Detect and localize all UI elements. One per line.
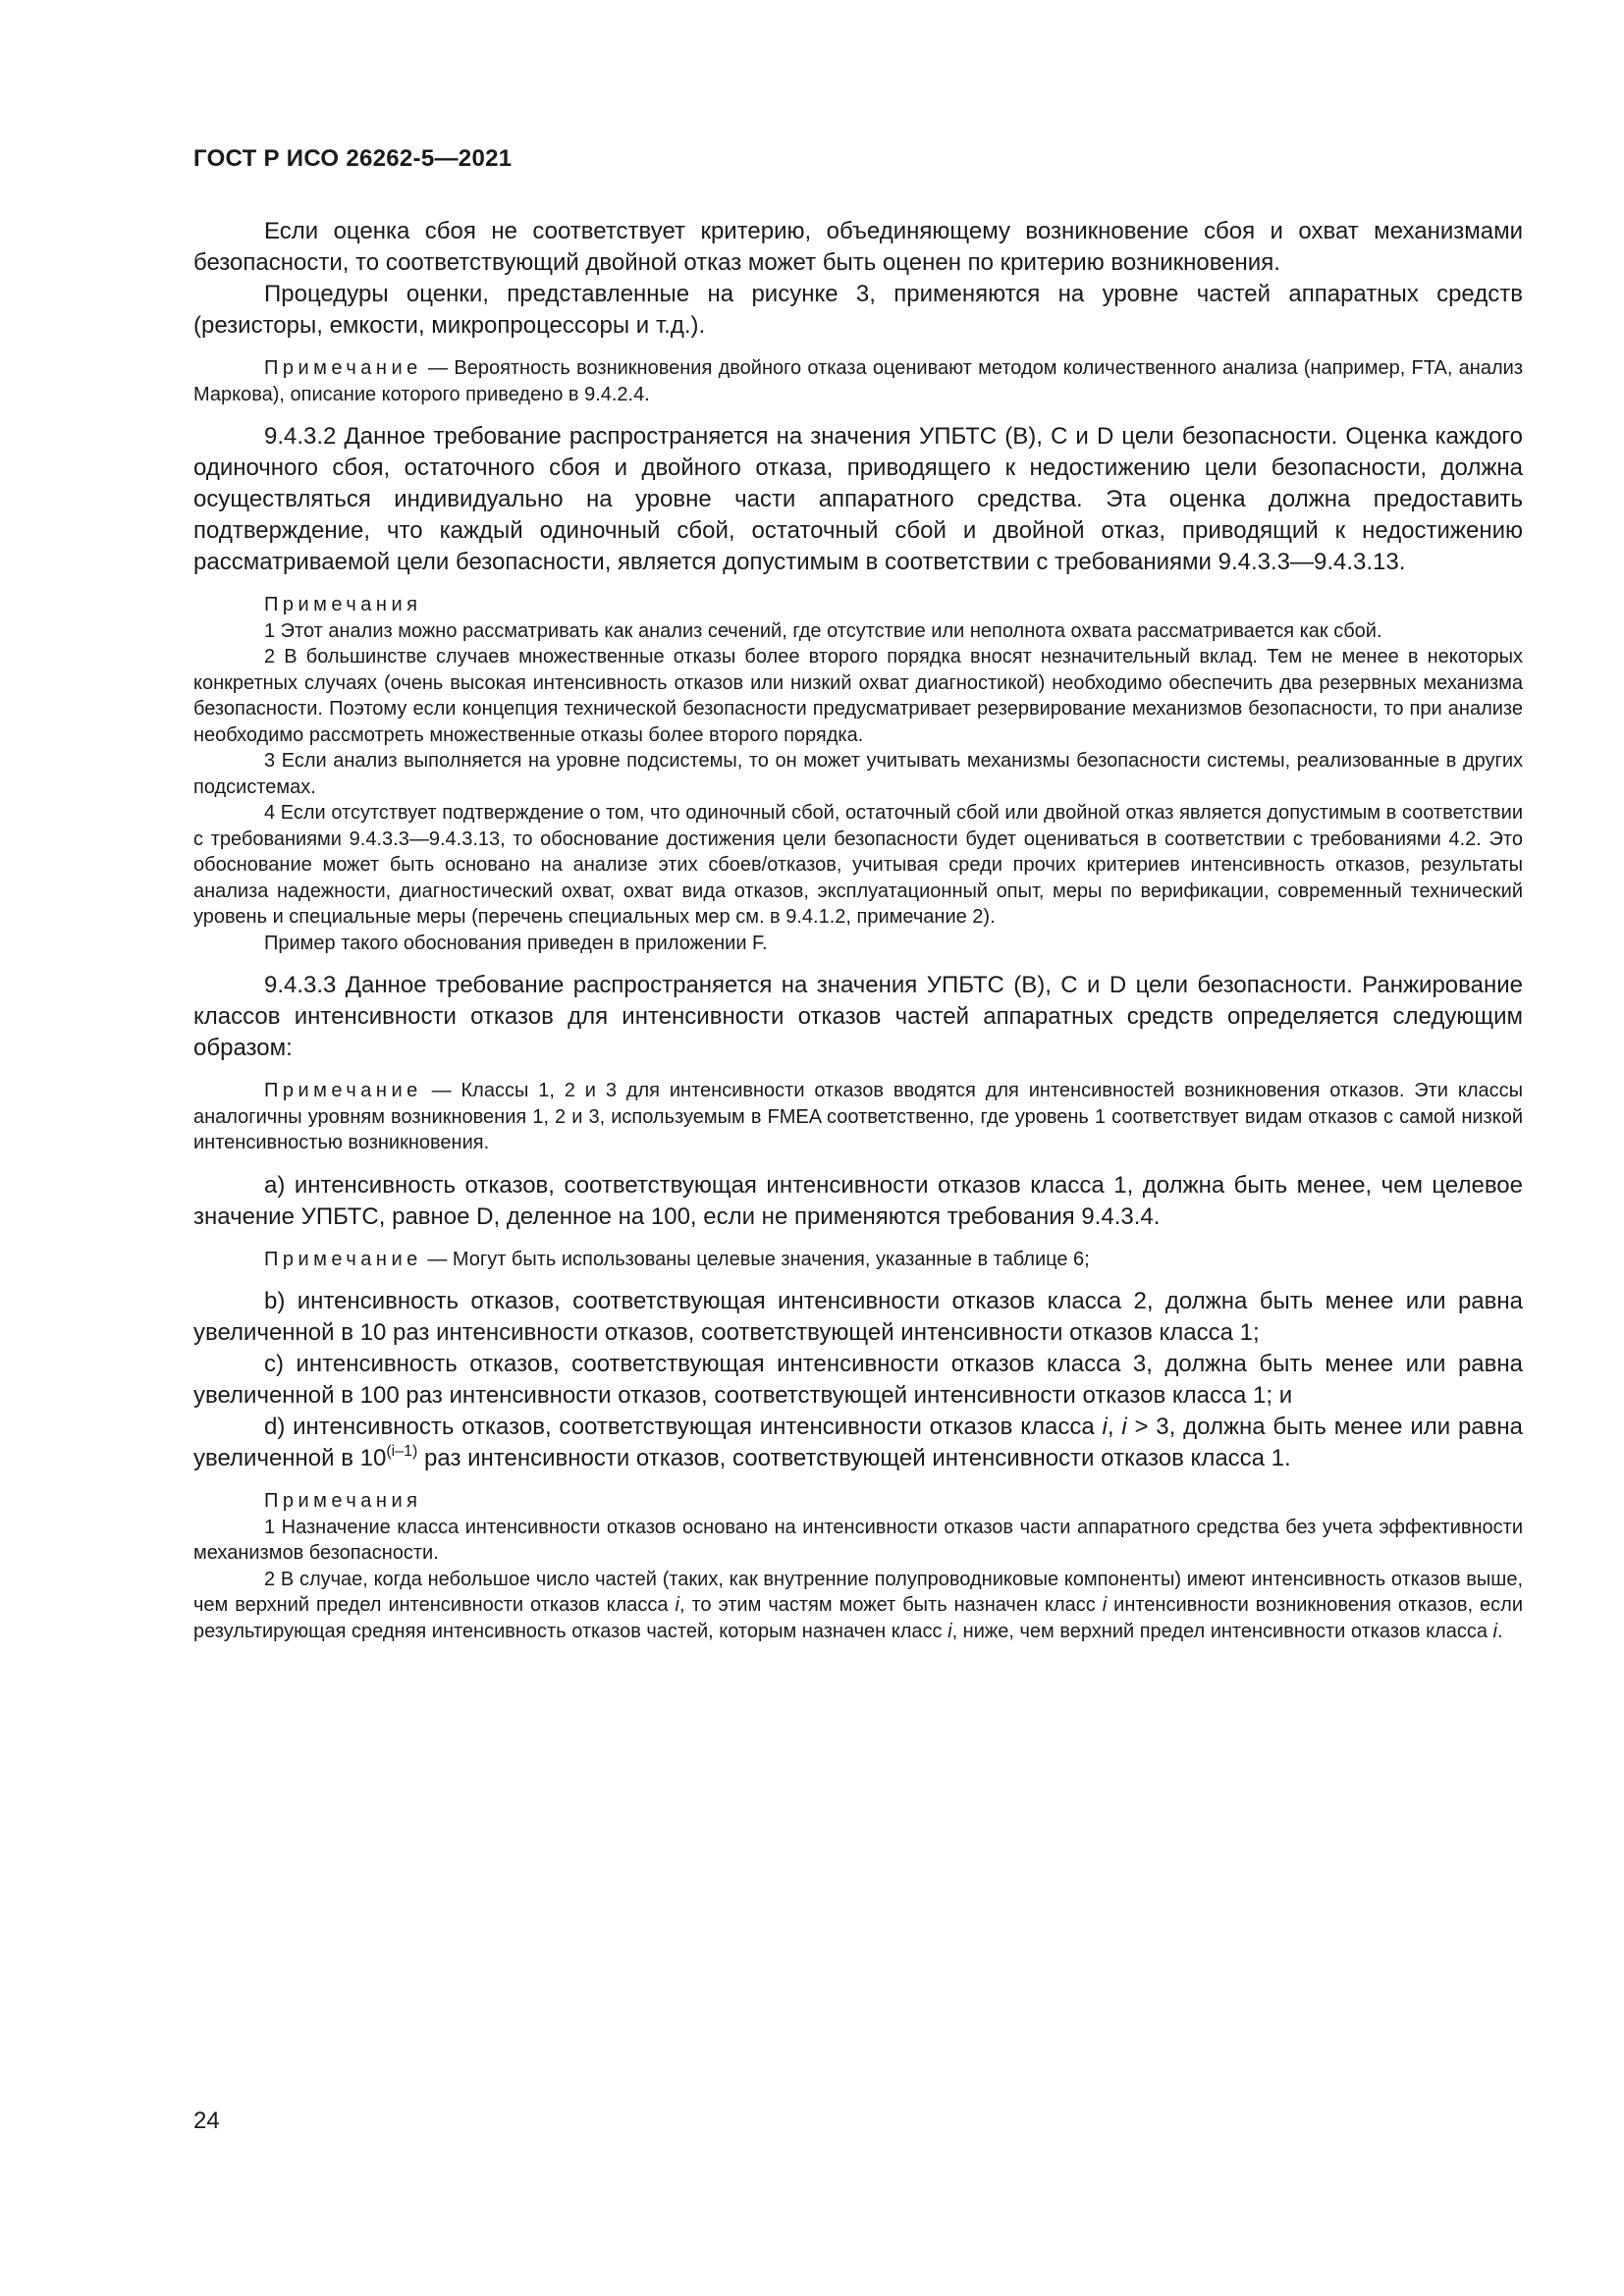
note-item: 3 Если анализ выполняется на уровне подсистемы, то он может учитывать механизмы безопасности системы, реализованные в других подсистемах.	[193, 750, 1523, 798]
notes-title: Примечания	[264, 1490, 422, 1512]
note-text: Классы 1, 2 и 3 для интенсивности отказов вводятся для интенсивностей возникновения отказов. Эти классы аналогичны уровням возникновения 1, 2 и 3, используемым в FMEA соответственно, где уровень 1 соответствует видам отказов с самой низкой интенсивностью возникновения.	[193, 1080, 1523, 1153]
note-item: 2 В случае, когда небольшое число частей (таких, как внутренние полупроводниковые компоненты) имеют интенсивность отказов выше, чем верхний предел интенсивности отказов класса i, то этим частям может быть назначен класс i интенсивности возникновения отказов, если результирующая средняя интенсивность отказов частей, которым назначен класс i, ниже, чем верхний предел интенсивности отказов класса i.	[193, 1568, 1523, 1642]
document-page	[193, 147, 1523, 1644]
note-item: 1 Этот анализ можно рассматривать как анализ сечений, где отсутствие или неполнота охвата рассматривается как сбой.	[264, 619, 1382, 642]
note	[193, 1078, 1523, 1156]
note-item: 2 В большинстве случаев множественные отказы более второго порядка вносят незначительный вклад. Тем не менее в некоторых конкретных случаях (очень высокая интенсивность отказов или низкий охват диагностикой) необходимо обеспечить два резервных механизма безопасности. Поэтому если концепция технической безопасности предусматривает резервирование механизмов безопасности, то при анализе необходимо рассмотреть множественные отказы более второго порядка.	[193, 646, 1523, 746]
list-item-a: a) интенсивность отказов, соответствующая интенсивности отказов класса 1, должна быть менее, чем целевое значение УПБТС, равное D, деленное на 100, если не применяются требования 9.4.3.4.	[193, 1171, 1523, 1230]
note-text: Вероятность возникновения двойного отказа оценивают методом количественного анализа (например, FTA, анализ Маркова), описание которого приведено в 9.4.2.4.	[193, 357, 1523, 405]
list-item-c: c) интенсивность отказов, соответствующая интенсивности отказов класса 3, должна быть менее или равна увеличенной в 100 раз интенсивности отказов, соответствующей интенсивности отказов класса 1; и	[193, 1351, 1523, 1409]
note-item: Пример такого обоснования приведен в приложении F.	[264, 932, 768, 954]
clause-9-4-3-2: 9.4.3.2 Данное требование распространяется на значения УПБТС (B), С и D цели безопасности. Оценка каждого одиночного сбоя, остаточного сбоя и двойного отказа, приводящего к недостижению цели безопасности, должна осуществляться индивидуально на уровне части аппаратного средства. Эта оценка должна предоставить подтверждение, что каждый одиночный сбой, остаточный сбой и двойной отказ, приводящий к недостижению рассматриваемой цели безопасности, является допустимым в соответствии с требованиями 9.4.3.3—9.4.3.13.	[193, 423, 1523, 575]
exponent: (i–1)	[386, 1443, 418, 1460]
page-number: 24	[193, 2108, 220, 2134]
note	[193, 355, 1523, 407]
clause-9-4-3-3: 9.4.3.3 Данное требование распространяется на значения УПБТС (B), С и D цели безопасности. Ранжирование классов интенсивности отказов для интенсивности отказов частей аппаратных средств определяется следующим образом:	[193, 972, 1523, 1061]
note-dash: —	[421, 357, 455, 379]
paragraph: Если оценка сбоя не соответствует критерию, объединяющему возникновение сбоя и охват механизмами безопасности, то соответствующий двойной отказ может быть оценен по критерию возникновения.	[193, 218, 1523, 276]
note-item: 1 Назначение класса интенсивности отказов основано на интенсивности отказов части аппаратного средства без учета эффективности механизмов безопасности.	[193, 1516, 1523, 1564]
note-text: Могут быть использованы целевые значения, указанные в таблице 6;	[452, 1248, 1090, 1270]
notes-title: Примечания	[264, 594, 422, 615]
note-label: Примечание	[264, 357, 422, 379]
note-dash: —	[421, 1080, 461, 1101]
list-item-d: d) интенсивность отказов, соответствующая интенсивности отказов класса i, i > 3, должна быть менее или равна увеличенной в 10$^{(i-1)}$ раз интенсивности отказов, соответствующей интенсивности отказов класса 1.	[193, 1414, 1523, 1471]
list-item-b: b) интенсивность отказов, соответствующая интенсивности отказов класса 2, должна быть менее или равна увеличенной в 10 раз интенсивности отказов, соответствующей интенсивности отказов класса 1;	[193, 1288, 1523, 1346]
document-header: ГОСТ Р ИСО 26262-5—2021	[193, 145, 513, 172]
note-label: Примечание	[264, 1080, 422, 1101]
note-dash: —	[421, 1248, 453, 1270]
paragraph: Процедуры оценки, представленные на рисунке 3, применяются на уровне частей аппаратных средств (резисторы, емкости, микропроцессоры и т.д.).	[193, 281, 1523, 339]
note-label: Примечание	[264, 1248, 422, 1270]
note	[193, 1247, 1523, 1273]
note-item: 4 Если отсутствует подтверждение о том, что одиночный сбой, остаточный сбой или двойной отказ является допустимым в соответствии с требованиями 9.4.3.3—9.4.3.13, то обоснование достижения цели безопасности будет оцениваться в соответствии с требованиями 4.2. Это обоснование может быть основано на анализе этих сбоев/отказов, учитывая среди прочих критериев интенсивность отказов, результаты анализа надежности, диагностический охват, охват вида отказов, эксплуатационный опыт, меры по верификации, современный технический уровень и специальные меры (перечень специальных мер см. в 9.4.1.2, примечание 2).	[193, 802, 1523, 928]
